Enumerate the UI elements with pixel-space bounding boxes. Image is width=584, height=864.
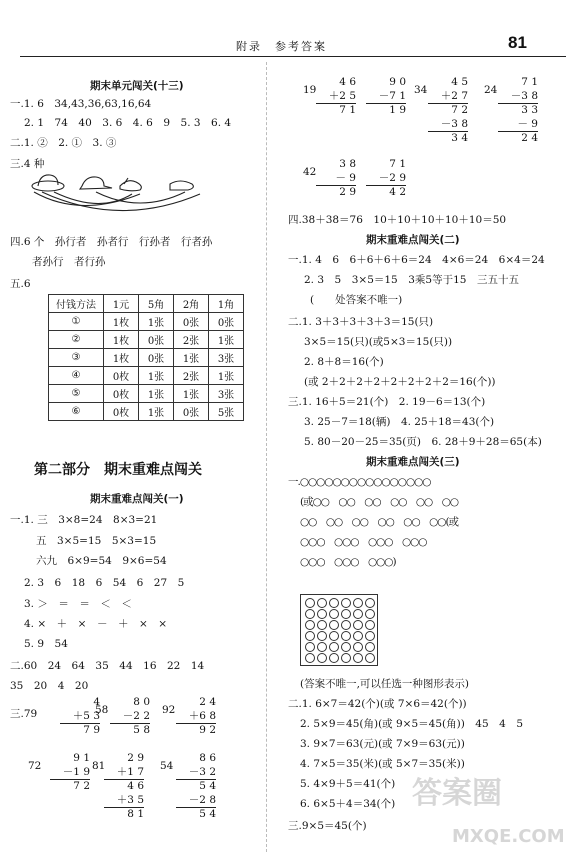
grid-circle xyxy=(353,653,363,663)
calc-row: 7 1 xyxy=(389,158,406,170)
grid-circle xyxy=(365,631,375,641)
table-cell: 0枚 xyxy=(104,385,139,403)
grid-circle xyxy=(317,598,327,608)
answer-line: 五 3×5=15 5×3=15 xyxy=(36,535,157,547)
grid-circle xyxy=(329,620,339,630)
table-cell: 1张 xyxy=(139,313,174,331)
calc-row: 4 6 xyxy=(127,780,144,792)
header-title: 附录 参考答案 xyxy=(236,40,327,53)
grid-circle xyxy=(353,642,363,652)
answer-line: 4. × ＋ × － ＋ × × xyxy=(24,618,168,630)
vertical-calc xyxy=(104,752,144,820)
answer-line: 一.1. 三 3×8=24 8×3=21 xyxy=(10,514,158,526)
table-cell: 0张 xyxy=(174,313,209,331)
grid-circle xyxy=(365,653,375,663)
table-cell: 1张 xyxy=(174,385,209,403)
grid-circle xyxy=(341,598,351,608)
answer-line: 三.9×5＝45(个) xyxy=(288,820,367,832)
table-cell: 1张 xyxy=(139,385,174,403)
table-cell: ⑥ xyxy=(49,403,104,421)
section-title-3: 期末重难点闯关(三) xyxy=(366,456,460,468)
answer-line: ( 处答案不唯一) xyxy=(310,294,403,306)
table-row xyxy=(49,349,244,367)
calc-row: 3 3 xyxy=(521,104,538,116)
grid-circle xyxy=(329,642,339,652)
grid-circle xyxy=(341,653,351,663)
table-cell: 5角 xyxy=(139,295,174,313)
table-row xyxy=(49,385,244,403)
answer-line: 者孙行 者行孙 xyxy=(32,256,106,268)
table-header-row xyxy=(49,295,244,313)
answer-line: 二.60 24 64 35 44 16 22 14 xyxy=(10,660,205,672)
table-cell: ③ xyxy=(49,349,104,367)
answer-number: 54 xyxy=(160,760,174,772)
answer-line: 一.1. 4 6 6＋6＋6＋6＝24 4×6＝24 6×4＝24 xyxy=(288,254,545,266)
grid-circle xyxy=(365,620,375,630)
table-cell: 0枚 xyxy=(104,367,139,385)
grid-circle xyxy=(305,631,315,641)
answer-line: 四.6 个 孙行者 孙者行 行孙者 行者孙 xyxy=(10,236,213,248)
calc-row: 7 2 xyxy=(73,780,90,792)
vertical-calc xyxy=(366,158,406,198)
calc-row: 1 9 xyxy=(389,104,406,116)
vertical-calc xyxy=(176,752,216,820)
calc-row: － 9 xyxy=(316,170,356,186)
watermark-logo: 答案圈 xyxy=(412,776,502,811)
calc-row: 8 1 xyxy=(127,808,144,820)
grid-circle xyxy=(305,653,315,663)
answer-line: 4. 7×5＝35(米)(或 5×7＝35(米)) xyxy=(300,758,465,770)
grid-circle xyxy=(317,620,327,630)
answer-line: 5. 9 54 xyxy=(24,638,68,650)
grid-circle xyxy=(317,609,327,619)
vertical-calc xyxy=(366,76,406,116)
calc-row: ＋1 7 xyxy=(104,764,144,780)
calc-row: 2 9 xyxy=(339,186,356,198)
calc-row: 8 0 xyxy=(133,696,150,708)
payment-table xyxy=(48,294,244,421)
calc-row: －2 9 xyxy=(366,170,406,186)
answer-line: 35 20 4 20 xyxy=(10,680,89,692)
table-cell: 2张 xyxy=(174,331,209,349)
answer-line: 二.1. ② 2. ① 3. ③ xyxy=(10,137,117,149)
calc-row: 2 4 xyxy=(199,696,216,708)
grid-circle xyxy=(341,631,351,641)
answer-number: 92 xyxy=(162,704,176,716)
calc-row: 4 2 xyxy=(389,186,406,198)
answer-line: 二.1. 6×7＝42(个)(或 7×6＝42(个)) xyxy=(288,698,467,710)
calc-row: ＋6 8 xyxy=(176,708,216,724)
table-cell: 0张 xyxy=(209,313,244,331)
grid-circle xyxy=(365,598,375,608)
calc-row: ＋2 7 xyxy=(428,88,468,104)
calc-row: 7 1 xyxy=(339,104,356,116)
grid-circle xyxy=(305,609,315,619)
grid-circle xyxy=(329,609,339,619)
calc-row: －2 2 xyxy=(110,708,150,724)
answer-line: 二.1. 3＋3＋3＋3＋3＝15(只) xyxy=(288,316,434,328)
calc-row: 5 4 xyxy=(199,780,216,792)
calc-row: 7 9 xyxy=(83,724,100,736)
vertical-calc xyxy=(176,696,216,736)
answer-line: 3×5＝15(只)(或5×3＝15(只)) xyxy=(304,336,453,348)
calc-row: －1 9 xyxy=(50,764,90,780)
grid-circle xyxy=(365,609,375,619)
circle-answer: (或○○ ○○ ○○ ○○ ○○ ○○ xyxy=(300,496,459,508)
vertical-calc xyxy=(316,158,356,198)
circle-answer: ○○○ ○○○ ○○○) xyxy=(300,556,396,568)
answer-line: 三.79 xyxy=(10,708,38,720)
answer-number: 24 xyxy=(484,84,498,96)
circle-answer: 一.○○○○○○○○○○○○○○○○ xyxy=(288,476,431,488)
calc-row: －7 1 xyxy=(366,88,406,104)
grid-circle xyxy=(305,642,315,652)
table-row xyxy=(49,367,244,385)
table-cell: 1张 xyxy=(209,331,244,349)
calc-row: ＋3 5 xyxy=(104,792,144,808)
table-cell: 5张 xyxy=(209,403,244,421)
table-cell: 0张 xyxy=(174,403,209,421)
circle-answer: ○○○ ○○○ ○○○ ○○○ xyxy=(300,536,427,548)
grid-circle xyxy=(317,631,327,641)
table-cell: 0枚 xyxy=(104,403,139,421)
table-cell: 1元 xyxy=(104,295,139,313)
grid-circle xyxy=(353,609,363,619)
watermark-url: MXQE.COM xyxy=(452,826,565,847)
section-title-2: 期末重难点闯关(二) xyxy=(366,234,460,246)
vertical-calc xyxy=(428,76,468,144)
answer-line: 3. 25－7＝18(辆) 4. 25＋18＝43(个) xyxy=(304,416,495,428)
grid-circle xyxy=(329,653,339,663)
calc-row: 5 8 xyxy=(133,724,150,736)
hats-illustration xyxy=(20,172,220,220)
grid-circle xyxy=(353,631,363,641)
answer-line: 5. 4×9＋5＝41(个) xyxy=(300,778,396,790)
vertical-calc xyxy=(60,696,100,736)
table-cell: 1张 xyxy=(174,349,209,367)
answer-number: 72 xyxy=(28,760,42,772)
table-cell: ② xyxy=(49,331,104,349)
vertical-calc xyxy=(498,76,538,144)
answer-number: 34 xyxy=(414,84,428,96)
answer-line: 2. 8＋8＝16(个) xyxy=(304,356,384,368)
table-cell: 1枚 xyxy=(104,313,139,331)
answer-number: 81 xyxy=(92,760,106,772)
grid-circle xyxy=(341,642,351,652)
answer-number: 19 xyxy=(303,84,317,96)
answer-number: 58 xyxy=(95,704,109,716)
table-cell: 2角 xyxy=(174,295,209,313)
answer-line: 三.1. 16＋5＝21(个) 2. 19－6＝13(个) xyxy=(288,396,486,408)
calc-row: 4 6 xyxy=(339,76,356,88)
grid-circle xyxy=(305,620,315,630)
dot-grid-figure xyxy=(300,594,378,666)
grid-circle xyxy=(317,653,327,663)
calc-row: －2 8 xyxy=(176,792,216,808)
table-row xyxy=(49,313,244,331)
calc-row: 7 2 xyxy=(451,104,468,116)
table-cell: 1张 xyxy=(139,367,174,385)
table-cell: ⑤ xyxy=(49,385,104,403)
grid-circle xyxy=(329,598,339,608)
calc-row: 3 8 xyxy=(339,158,356,170)
table-row xyxy=(49,403,244,421)
table-cell: 3张 xyxy=(209,385,244,403)
calc-row: －3 2 xyxy=(176,764,216,780)
calc-row: 5 4 xyxy=(199,808,216,820)
calc-row: 7 1 xyxy=(521,76,538,88)
grid-circle xyxy=(353,620,363,630)
answer-line: 2. 3 5 3×5＝15 3乘5等于15 三五十五 xyxy=(304,274,519,286)
answer-line: 2. 3 6 18 6 54 6 27 5 xyxy=(24,577,185,589)
vertical-calc xyxy=(50,752,90,792)
table-cell: 1张 xyxy=(139,403,174,421)
calc-row: 3 4 xyxy=(451,132,468,144)
grid-circle xyxy=(317,642,327,652)
grid-circle xyxy=(353,598,363,608)
answer-line: 五.6 xyxy=(10,278,31,290)
calc-row: 4 xyxy=(93,696,100,708)
vertical-calc xyxy=(316,76,356,116)
table-cell: 1角 xyxy=(209,295,244,313)
table-cell: ④ xyxy=(49,367,104,385)
grid-circle xyxy=(341,620,351,630)
grid-circle xyxy=(365,642,375,652)
column-divider xyxy=(266,62,267,852)
section-title-1: 期末重难点闯关(一) xyxy=(90,493,184,505)
table-cell: 付钱方法 xyxy=(49,295,104,313)
calc-row: 9 1 xyxy=(73,752,90,764)
answer-line: 六九 6×9=54 9×6=54 xyxy=(36,555,167,567)
calc-row: ＋5 3 xyxy=(60,708,100,724)
answer-line: 2. 5×9＝45(角)(或 9×5＝45(角)) 45 4 5 xyxy=(300,718,524,730)
answer-line: 5. 80－20－25＝35(页) 6. 28＋9＋28＝65(本) xyxy=(304,436,542,448)
table-cell: 0张 xyxy=(139,331,174,349)
table-cell: ① xyxy=(49,313,104,331)
grid-circle xyxy=(341,609,351,619)
calc-row: －3 8 xyxy=(428,116,468,132)
calc-row: 4 5 xyxy=(451,76,468,88)
table-cell: 0张 xyxy=(139,349,174,367)
page-number: 81 xyxy=(508,33,527,52)
vertical-calc xyxy=(110,696,150,736)
header-rule xyxy=(20,56,566,57)
circle-answer: ○○ ○○ ○○ ○○ ○○ ○○(或 xyxy=(300,516,459,528)
answer-line: 6. 6×5＋4＝34(个) xyxy=(300,798,396,810)
calc-row: 9 2 xyxy=(199,724,216,736)
answer-line: 四.38＋38＝76 10＋10＋10＋10＋10＝50 xyxy=(288,214,507,226)
section-title-13: 期末单元闯关(十三) xyxy=(90,80,184,92)
answer-number: 42 xyxy=(303,166,317,178)
answer-line: 一.1. 6 34,43,36,63,16,64 xyxy=(10,98,152,110)
table-cell: 3张 xyxy=(209,349,244,367)
grid-circle xyxy=(329,631,339,641)
answer-line: 3. ＞ ＝ ＝ ＜ ＜ xyxy=(24,598,132,610)
table-cell: 2张 xyxy=(174,367,209,385)
calc-row: － 9 xyxy=(498,116,538,132)
calc-row: 2 9 xyxy=(127,752,144,764)
table-cell: 1张 xyxy=(209,367,244,385)
table-cell: 1枚 xyxy=(104,331,139,349)
calc-row: ＋2 5 xyxy=(316,88,356,104)
answer-line: (答案不唯一,可以任选一种图形表示) xyxy=(300,678,470,690)
answer-line: 3. 9×7＝63(元)(或 7×9＝63(元)) xyxy=(300,738,465,750)
calc-row: －3 8 xyxy=(498,88,538,104)
answer-line: (或 2＋2＋2＋2＋2＋2＋2＋2＝16(个)) xyxy=(304,376,496,388)
table-cell: 1枚 xyxy=(104,349,139,367)
answer-line: 2. 1 74 40 3. 6 4. 6 9 5. 3 6. 4 xyxy=(24,117,232,129)
part-two-title: 第二部分 期末重难点闯关 xyxy=(34,462,202,478)
grid-circle xyxy=(305,598,315,608)
calc-row: 8 6 xyxy=(199,752,216,764)
answer-line: 三.4 种 xyxy=(10,158,45,170)
calc-row: 2 4 xyxy=(521,132,538,144)
table-row xyxy=(49,331,244,349)
calc-row: 9 0 xyxy=(389,76,406,88)
